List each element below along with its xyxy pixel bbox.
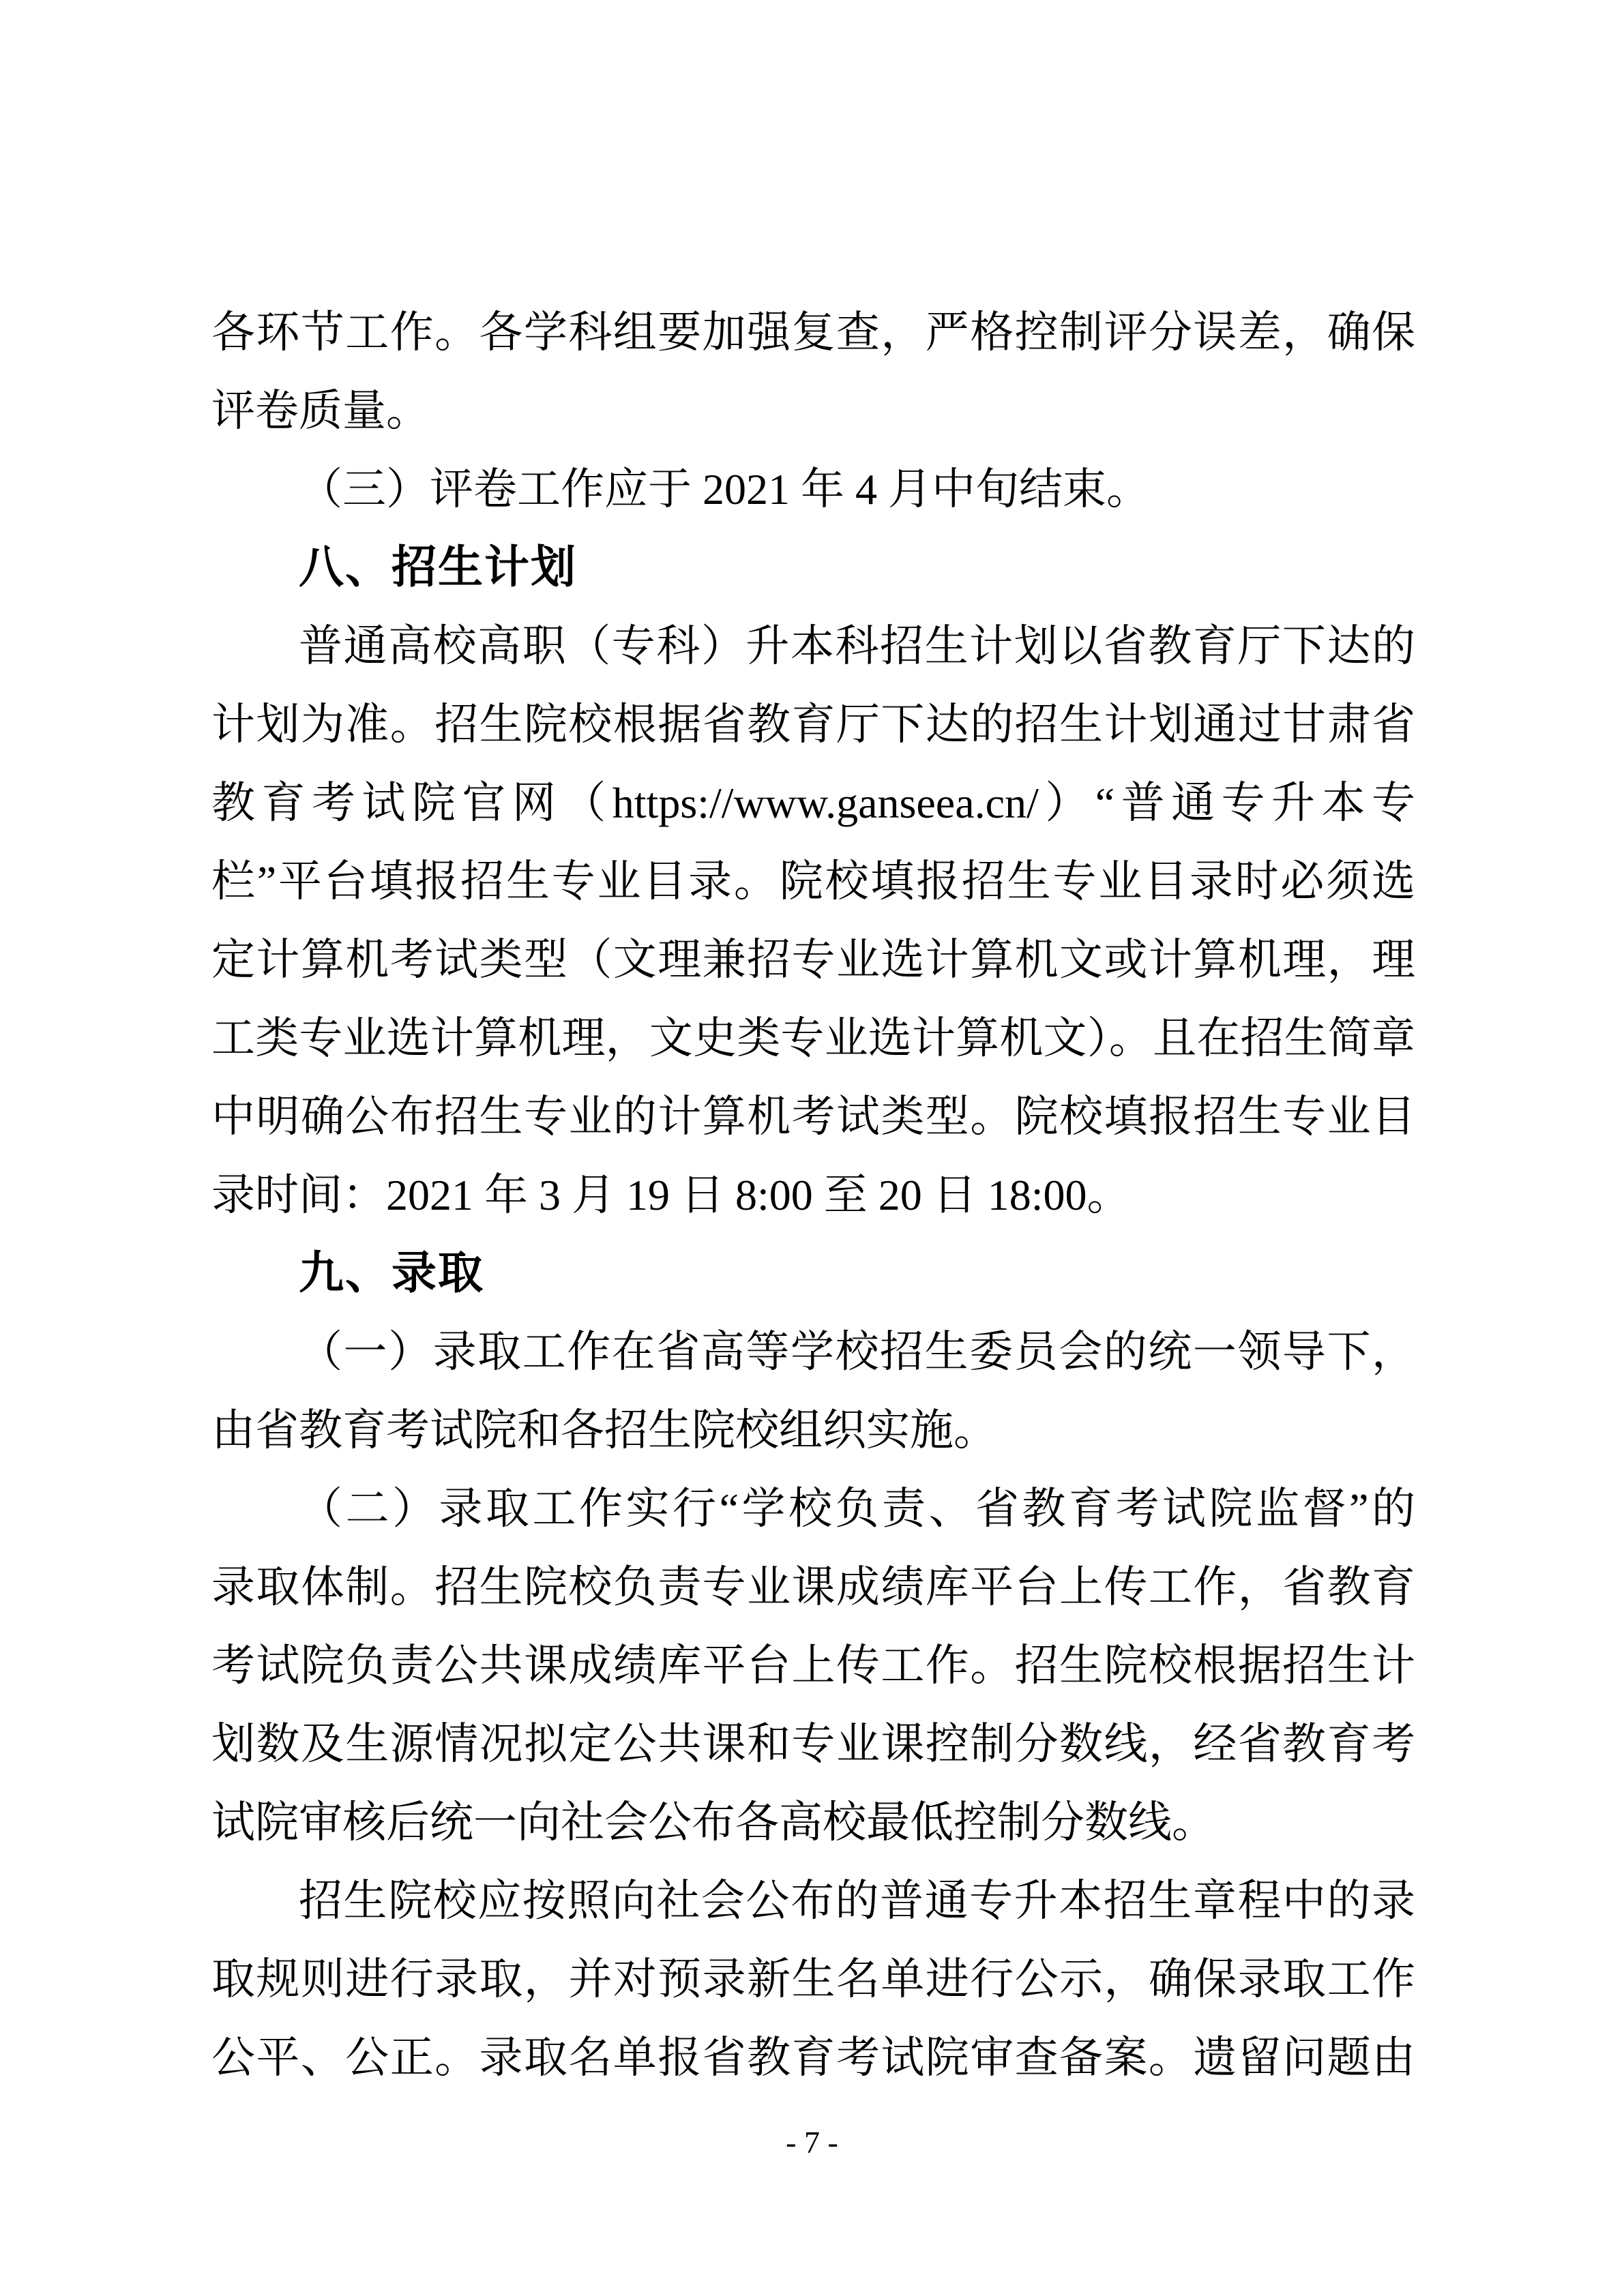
text-line: 录取体制。招生院校负责专业课成绩库平台上传工作，省教育 bbox=[211, 1563, 1415, 1611]
text-line: （二）录取工作实行“学校负责、省教育考试院监督”的 bbox=[299, 1485, 1415, 1533]
section-heading: 八、招生计划 bbox=[299, 543, 577, 593]
text-line: 中明确公布招生专业的计算机考试类型。院校填报招生专业目 bbox=[211, 1092, 1415, 1141]
text-line: （三）评卷工作应于 2021 年 4 月中旬结束。 bbox=[299, 465, 1150, 513]
text-line: 工类专业选计算机理，文史类专业选计算机文）。且在招生简章 bbox=[211, 1014, 1415, 1062]
text-line: 公平、公正。录取名单报省教育考试院审查备案。遗留问题由 bbox=[211, 2033, 1415, 2082]
text-line: 栏”平台填报招生专业目录。院校填报招生专业目录时必须选 bbox=[211, 857, 1415, 906]
text-line: 取规则进行录取，并对预录新生名单进行公示，确保录取工作 bbox=[211, 1955, 1415, 2003]
text-line: 试院审核后统一向社会公布各高校最低控制分数线。 bbox=[211, 1798, 1215, 1847]
document-lines bbox=[211, 293, 1415, 2097]
text-line: （一）录取工作在省高等学校招生委员会的统一领导下， bbox=[299, 1328, 1415, 1376]
text-line: 教育考试院官网（https://www.ganseea.cn/）“普通专升本专 bbox=[211, 779, 1415, 827]
text-line: 计划为准。招生院校根据省教育厅下达的招生计划通过甘肃省 bbox=[211, 700, 1415, 749]
section-heading: 九、录取 bbox=[299, 1249, 484, 1298]
text-line: 由省教育考试院和各招生院校组织实施。 bbox=[211, 1406, 997, 1455]
text-line: 各环节工作。各学科组要加强复查，严格控制评分误差，确保 bbox=[211, 308, 1415, 357]
page-number: - 7 - bbox=[786, 2125, 838, 2160]
text-line: 划数及生源情况拟定公共课和专业课控制分数线，经省教育考 bbox=[211, 1720, 1415, 1768]
text-line: 定计算机考试类型（文理兼招专业选计算机文或计算机理，理 bbox=[211, 936, 1415, 984]
text-line: 录时间：2021 年 3 月 19 日 8:00 至 20 日 18:00。 bbox=[211, 1171, 1131, 1219]
text-line: 普通高校高职（专科）升本科招生计划以省教育厅下达的 bbox=[299, 622, 1415, 670]
text-line: 评卷质量。 bbox=[211, 387, 430, 435]
text-line: 考试院负责公共课成绩库平台上传工作。招生院校根据招生计 bbox=[211, 1641, 1415, 1690]
text-line: 招生院校应按照向社会公布的普通专升本招生章程中的录 bbox=[299, 1877, 1415, 1925]
